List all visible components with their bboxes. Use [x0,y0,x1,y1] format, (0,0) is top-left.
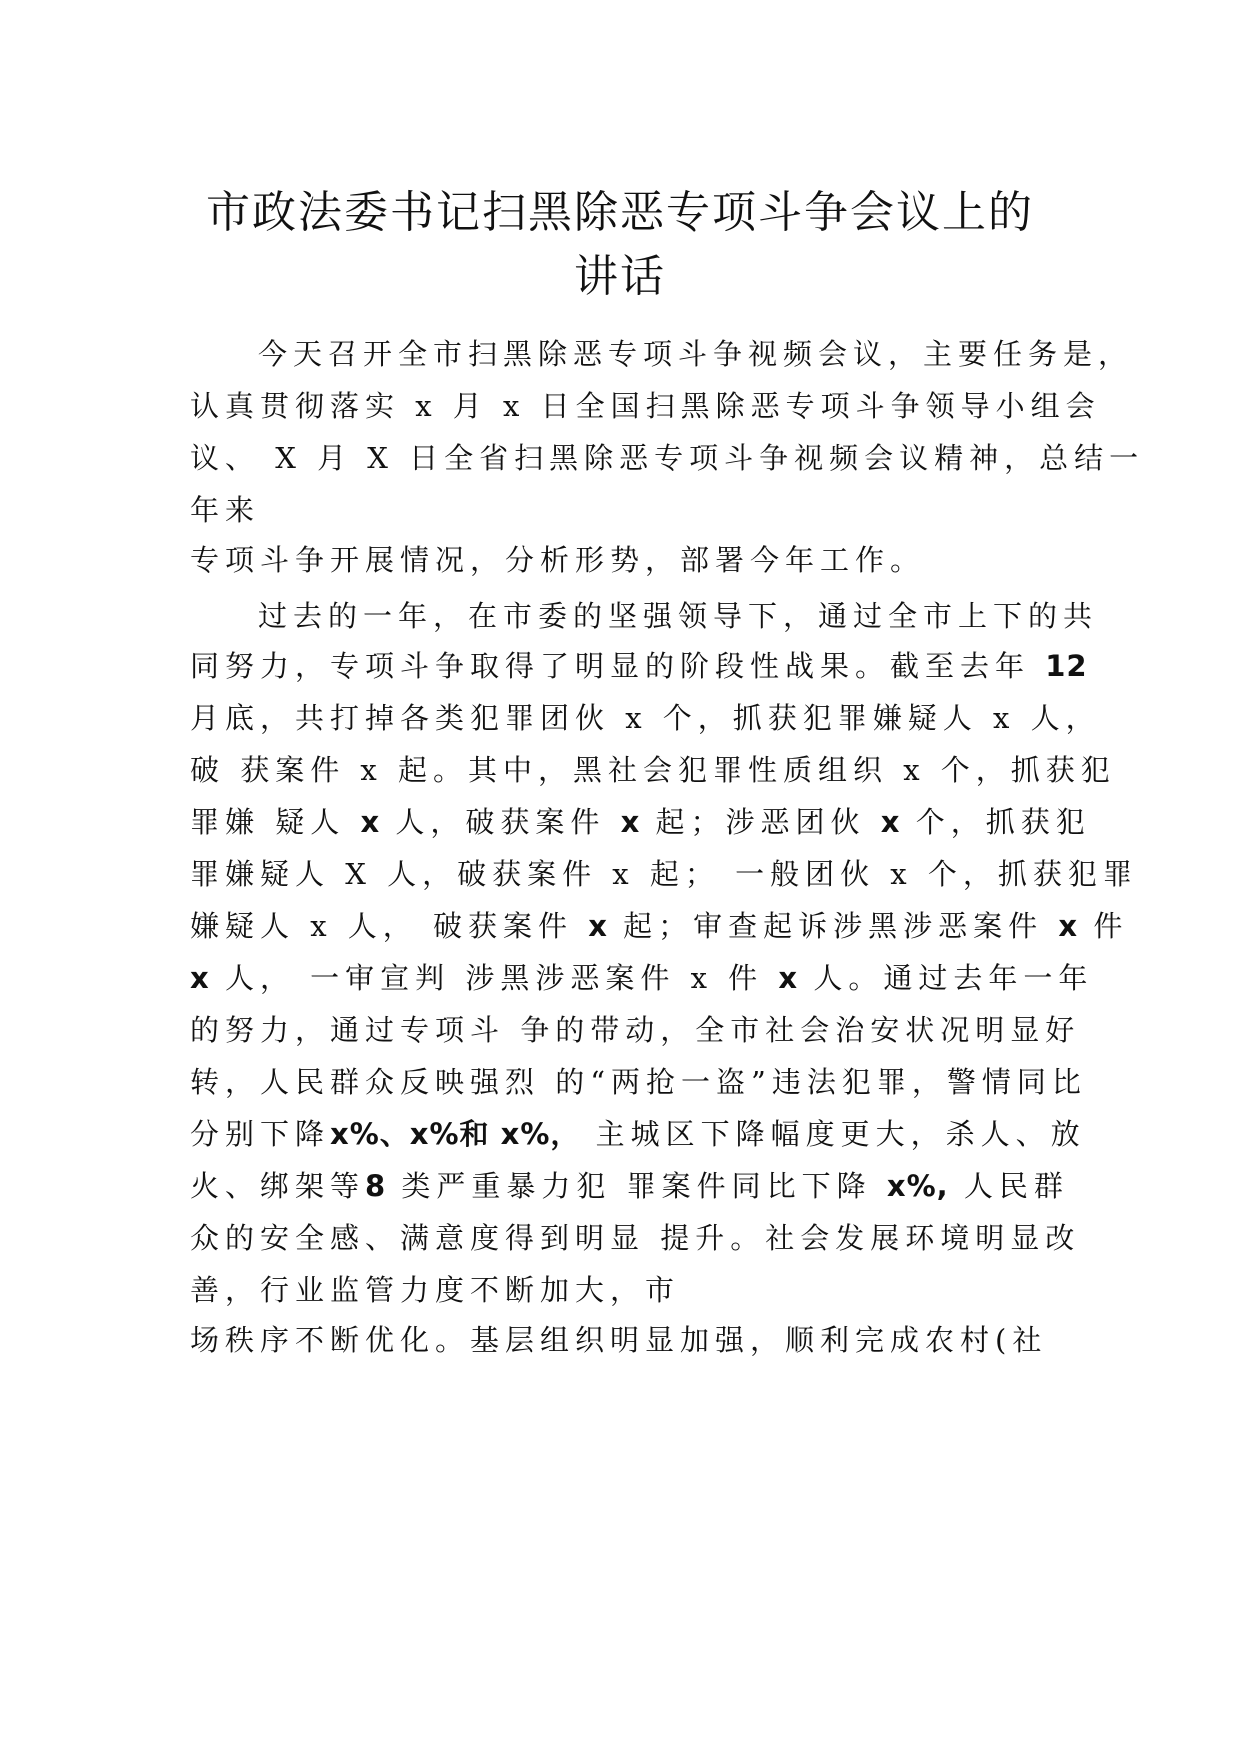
document-title-line1: 市政法委书记扫黑除恶专项斗争会议上的 [206,187,1034,238]
text-run: 主城区下降幅度更大，杀人、放 [595,1117,1086,1151]
text-run: 人，破获案件 [395,805,606,839]
text-run: 起；涉恶团伙 [655,805,866,839]
number-run: x%, [886,1169,949,1203]
document-title-line2: 讲话 [574,251,666,302]
text-run: 嫌疑人 x 人， 破获案件 [190,909,574,943]
paragraph-line [190,646,1088,686]
number-run: 8 [365,1169,387,1203]
paragraph-line [190,1114,1086,1154]
text-run: 个，抓获犯 [915,805,1091,839]
number-run: x [880,805,901,839]
text-run: 人民群 [963,1169,1069,1203]
paragraph-line: 月底，共打掉各类犯罪团伙 x 个，抓获犯罪嫌疑人 x 人， [190,701,1101,735]
number-run: x [778,961,799,995]
paragraph-line [190,906,1128,946]
text-run: 罪嫌 疑人 [190,805,346,839]
paragraph-line: 认真贯彻落实 x 月 x 日全国扫黑除恶专项斗争领导小组会 [190,389,1101,423]
number-run: x [588,909,608,943]
number-run: x [190,961,210,995]
text-run: 分别下降 [190,1117,331,1151]
paragraph-line: 年来 [190,493,261,527]
number-run: x [1058,909,1079,943]
text-run: 人。通过去年一年 [813,961,1094,995]
paragraph-line: 罪嫌疑人 X 人，破获案件 x 起； 一般团伙 x 个，抓获犯罪 [190,857,1138,891]
paragraph-line: 善，行业监管力度不断加大，市 [190,1273,681,1307]
paragraph-line: 众的安全感、满意度得到明显 提升。社会发展环境明显改 [190,1221,1081,1255]
text-run: 人， 一审宣判 涉黑涉恶案件 x 件 [224,961,764,995]
paragraph-line: 专项斗争开展情况，分析形势，部署今年工作。 [190,543,926,577]
paragraph-line [190,802,1091,842]
paragraph-line: 转，人民群众反映强烈 的“两抢一盗”违法犯罪，警情同比 [190,1065,1087,1099]
number-run: x%、x%和 x%， [330,1117,581,1151]
number-run: x [360,805,381,839]
text-run: 火、绑架等 [190,1169,366,1203]
text-run: 件 [1093,909,1129,943]
paragraph-line: 今天召开全市扫黑除恶专项斗争视频会议，主要任务是， [258,337,1134,371]
paragraph-line: 的努力，通过专项斗 争的带动，全市社会治安状况明显好 [190,1013,1081,1047]
paragraph-line: 场秩序不断优化。基层组织明显加强，顺利完成农村(社 [190,1323,1048,1357]
text-run: 类严重暴力犯 罪案件同比下降 [401,1169,872,1203]
paragraph-line: 破 获案件 x 起。其中，黑社会犯罪性质组织 x 个，抓获犯 [190,753,1116,787]
paragraph-line [190,1166,1069,1206]
text-run: 起；审查起诉涉黑涉恶案件 [623,909,1044,943]
number-run: 12 [1045,649,1088,683]
text-run: 同努力，专项斗争取得了明显的阶段性战果。截至去年 [190,649,1031,683]
paragraph-line: 过去的一年，在市委的坚强领导下，通过全市上下的共 [258,599,1099,633]
paragraph-line: 议、 X 月 X 日全省扫黑除恶专项斗争视频会议精神，总结一 [190,441,1145,475]
paragraph-line [190,958,1093,998]
number-run: x [620,805,641,839]
